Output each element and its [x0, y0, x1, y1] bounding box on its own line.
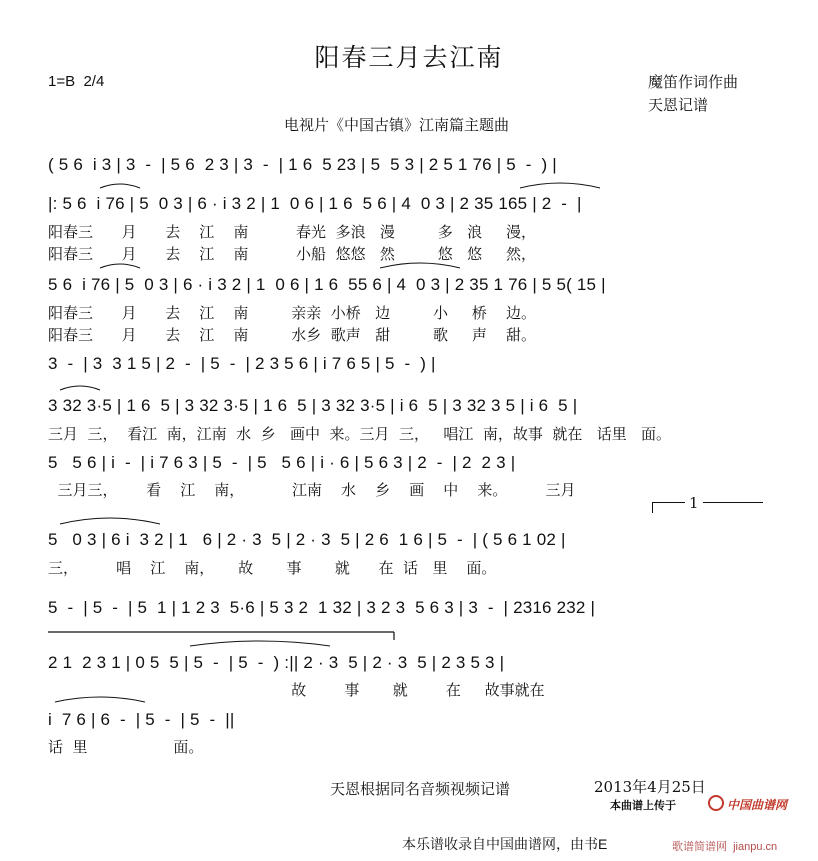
score-line-6: 5 5 6 | i - | i 7 6 3 | 5 - | 5 5 6 | i · 6 | 5 6 3 | 2 - | 2 2 3 | [48, 453, 516, 472]
watermark: 歌谱简谱网 jianpu.cn [672, 841, 778, 853]
lyric-line-2b: 阳春三 月 去 江 南 小船 悠悠 然 悠 悠 然， [48, 245, 536, 263]
lyric-line-2a: 阳春三 月 去 江 南 春光 多浪 漫 多 浪 漫， [48, 223, 536, 241]
lyric-line-7: 三， 唱 江 南， 故 事 就 在 话 里 面。 [48, 559, 497, 577]
score-line-8: 5 - | 5 - | 5 1 | 1 2 3 5·6 | 5 3 2 1 32 | 3 2 3 5 6 3 | 3 - | 2316 232 | [48, 598, 596, 617]
score-line-10: i 7 6 | 6 - | 5 - | 5 - || [48, 710, 235, 729]
score-line-9: 2 1 2 3 1 | 0 5 5 | 5 - | 5 - ) :|| 2 · 3 5 | 2 · 3 5 | 2 3 5 3 | [48, 653, 505, 672]
first-ending-number: 1 [685, 494, 703, 512]
transcription-date: 2013年4月25日 [594, 778, 706, 796]
score-line-4: 3 - | 3 3 1 5 | 2 - | 5 - | 2 3 5 6 | i 7 6 5 | 5 - ) | [48, 354, 436, 373]
lyric-line-10: 话 里 面。 [48, 738, 204, 756]
slur-mark [60, 518, 160, 524]
transcription-note: 天恩根据同名音频视频记谱 [330, 780, 511, 798]
page-title: 阳春三月去江南 [314, 43, 504, 72]
score-line-3: 5 6 i 76 | 5 0 3 | 6 · i 3 2 | 1 0 6 | 1 6 55 6 | 4 0 3 | 2 35 1 76 | 5 5( 15 | [48, 275, 606, 294]
upload-label: 本曲谱上传于 [610, 800, 676, 812]
slur-mark [100, 264, 140, 268]
slur-mark [100, 184, 140, 188]
score-line-1: ( 5 6 i 3 | 3 - | 5 6 2 3 | 3 - | 1 6 5 23 | 5 5 3 | 2 5 1 76 | 5 - ) | [48, 155, 557, 174]
key-signature: 1=B 2/4 [48, 73, 105, 90]
slur-mark [380, 263, 460, 268]
logo-icon [708, 795, 724, 811]
site-logo-text: 中国曲谱网 [727, 798, 788, 812]
lyric-line-3a: 阳春三 月 去 江 南 亲亲 小桥 边 小 桥 边。 [48, 304, 536, 322]
site-logo[interactable] [708, 795, 787, 813]
transcriber: 天恩记谱 [648, 96, 709, 114]
collection-note: 本乐谱收录自中国曲谱网，由书E [402, 836, 608, 852]
score-line-5: 3 32 3·5 | 1 6 5 | 3 32 3·5 | 1 6 5 | 3 32 3·5 | i 6 5 | 3 32 3 5 | i 6 5 | [48, 396, 578, 415]
slur-mark [190, 641, 330, 646]
lyric-line-3b: 阳春三 月 去 江 南 水乡 歌声 甜 歌 声 甜。 [48, 326, 536, 344]
subtitle: 电视片《中国古镇》江南篇主题曲 [284, 116, 510, 134]
slur-mark [520, 183, 600, 188]
slur-mark [60, 386, 100, 390]
score-line-7: 5 0 3 | 6 i 3 2 | 1 6 | 2 · 3 5 | 2 · 3 5 | 2 6 1 6 | 5 - | ( 5 6 1 02 | [48, 530, 566, 549]
lyricist-composer: 魔笛作词作曲 [648, 73, 739, 91]
slur-mark [55, 697, 145, 702]
lyric-line-9: 故 事 就 在 故事就在 [48, 681, 545, 699]
score-line-2: |: 5 6 i 76 | 5 0 3 | 6 · i 3 2 | 1 0 6 | 1 6 5 6 | 4 0 3 | 2 35 165 | 2 - | [48, 194, 582, 213]
lyric-line-5: 三月 三， 看江 南，江南 水 乡 画中 来。三月 三， 唱江 南，故事 就在 话里 面。 [48, 425, 672, 443]
lyric-line-6: 三月三， 看 江 南， 江南 水 乡 画 中 来。 三月 [48, 481, 576, 499]
